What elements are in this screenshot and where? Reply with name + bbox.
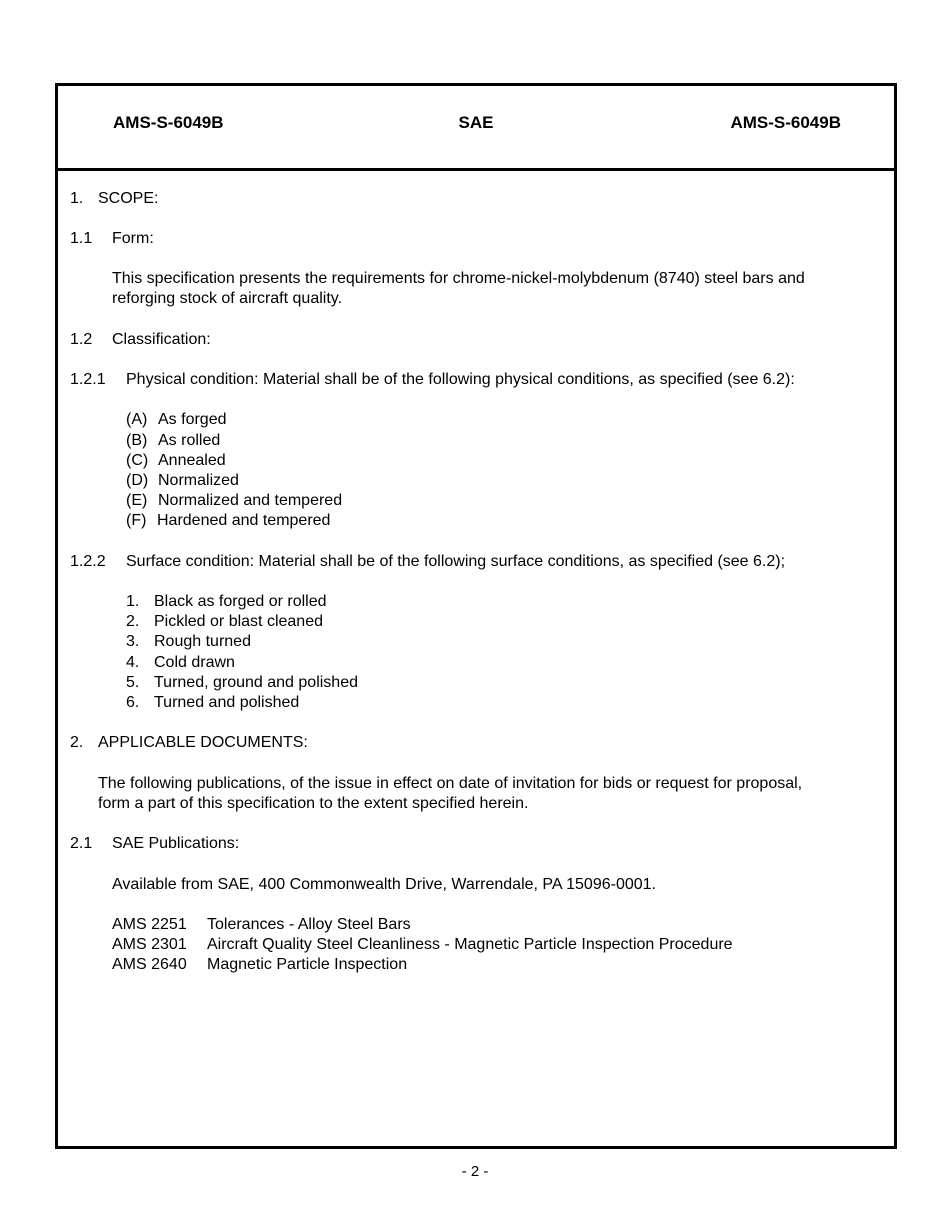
- list-label: 3.: [126, 633, 140, 650]
- section-title: Classification:: [112, 331, 211, 348]
- list-text: Turned, ground and polished: [154, 674, 358, 691]
- section-number: 2.: [70, 734, 84, 751]
- form-paragraph-line-2: reforging stock of aircraft quality.: [112, 290, 343, 307]
- list-label: 4.: [126, 654, 140, 671]
- list-item: [126, 511, 331, 531]
- header-org: SAE: [458, 113, 494, 132]
- list-label: (E): [126, 492, 148, 509]
- list-text: As forged: [158, 411, 227, 428]
- section-1-2-1: [70, 370, 795, 390]
- list-text: Black as forged or rolled: [154, 593, 327, 610]
- reference-code: AMS 2301: [112, 936, 187, 953]
- list-label: (B): [126, 432, 148, 449]
- section-number: 1.2: [70, 331, 93, 348]
- reference-code: AMS 2251: [112, 916, 187, 933]
- section-1-2-2: [70, 552, 786, 572]
- section-number: 1.1: [70, 230, 93, 247]
- list-item: [126, 471, 239, 491]
- list-text: Cold drawn: [154, 654, 235, 671]
- list-label: (D): [126, 472, 149, 489]
- list-item: [126, 592, 327, 612]
- header-doc-id-right: AMS-S-6049B: [730, 113, 841, 132]
- section-2-heading: [70, 733, 308, 753]
- list-label: (A): [126, 411, 148, 428]
- reference-title: Magnetic Particle Inspection: [207, 956, 408, 973]
- list-text: Pickled or blast cleaned: [154, 613, 323, 630]
- section-text: Physical condition: Material shall be of the following physical conditions, as specified (see 6.2):: [126, 371, 795, 388]
- reference-item: [112, 915, 411, 935]
- reference-title: Aircraft Quality Steel Cleanliness - Magnetic Particle Inspection Procedure: [207, 936, 733, 953]
- list-label: 1.: [126, 593, 140, 610]
- list-label: 5.: [126, 674, 140, 691]
- section-1-2-heading: [70, 330, 211, 350]
- section-title: APPLICABLE DOCUMENTS:: [98, 734, 308, 751]
- list-item: [126, 491, 343, 511]
- list-text: Normalized and tempered: [158, 492, 343, 509]
- reference-item: [112, 955, 408, 975]
- documents-paragraph-line-1: The following publications, of the issue in effect on date of invitation for bids or request for proposal,: [98, 775, 803, 792]
- list-item: [126, 632, 251, 652]
- document-header: [58, 86, 894, 171]
- list-text: Rough turned: [154, 633, 251, 650]
- availability-text: Available from SAE, 400 Commonwealth Drive, Warrendale, PA 15096-0001.: [112, 876, 656, 893]
- header-doc-id-left: AMS-S-6049B: [113, 113, 224, 132]
- list-text: Normalized: [158, 472, 239, 489]
- reference-code: AMS 2640: [112, 956, 187, 973]
- page-number: - 2 -: [461, 1163, 489, 1180]
- reference-title: Tolerances - Alloy Steel Bars: [207, 916, 411, 933]
- section-number: 2.1: [70, 835, 93, 852]
- section-number: 1.: [70, 190, 84, 207]
- list-item: [126, 410, 227, 430]
- section-2-1-heading: [70, 834, 240, 854]
- section-number: 1.2.1: [70, 371, 106, 388]
- list-item: [126, 431, 221, 451]
- form-paragraph-line-1: This specification presents the requirements for chrome-nickel-molybdenum (8740) steel bars and: [112, 270, 805, 287]
- section-title: SAE Publications:: [112, 835, 240, 852]
- section-number: 1.2.2: [70, 553, 106, 570]
- section-1-heading: [70, 189, 159, 209]
- list-item: [126, 653, 235, 673]
- list-item: [126, 693, 300, 713]
- list-label: (C): [126, 452, 149, 469]
- documents-paragraph-line-2: form a part of this specification to the extent specified herein.: [98, 795, 529, 812]
- list-text: Turned and polished: [154, 694, 300, 711]
- section-title: Form:: [112, 230, 154, 247]
- reference-item: [112, 935, 733, 955]
- section-text: Surface condition: Material shall be of the following surface conditions, as specified (see 6.2);: [126, 553, 786, 570]
- list-label: 6.: [126, 694, 140, 711]
- list-text: Annealed: [158, 452, 226, 469]
- list-label: (F): [126, 512, 147, 529]
- list-item: [126, 673, 358, 693]
- section-title: SCOPE:: [98, 190, 159, 207]
- list-text: As rolled: [158, 432, 221, 449]
- list-item: [126, 451, 226, 471]
- list-label: 2.: [126, 613, 140, 630]
- list-item: [126, 612, 323, 632]
- section-1-1-heading: [70, 229, 154, 249]
- list-text: Hardened and tempered: [157, 512, 331, 529]
